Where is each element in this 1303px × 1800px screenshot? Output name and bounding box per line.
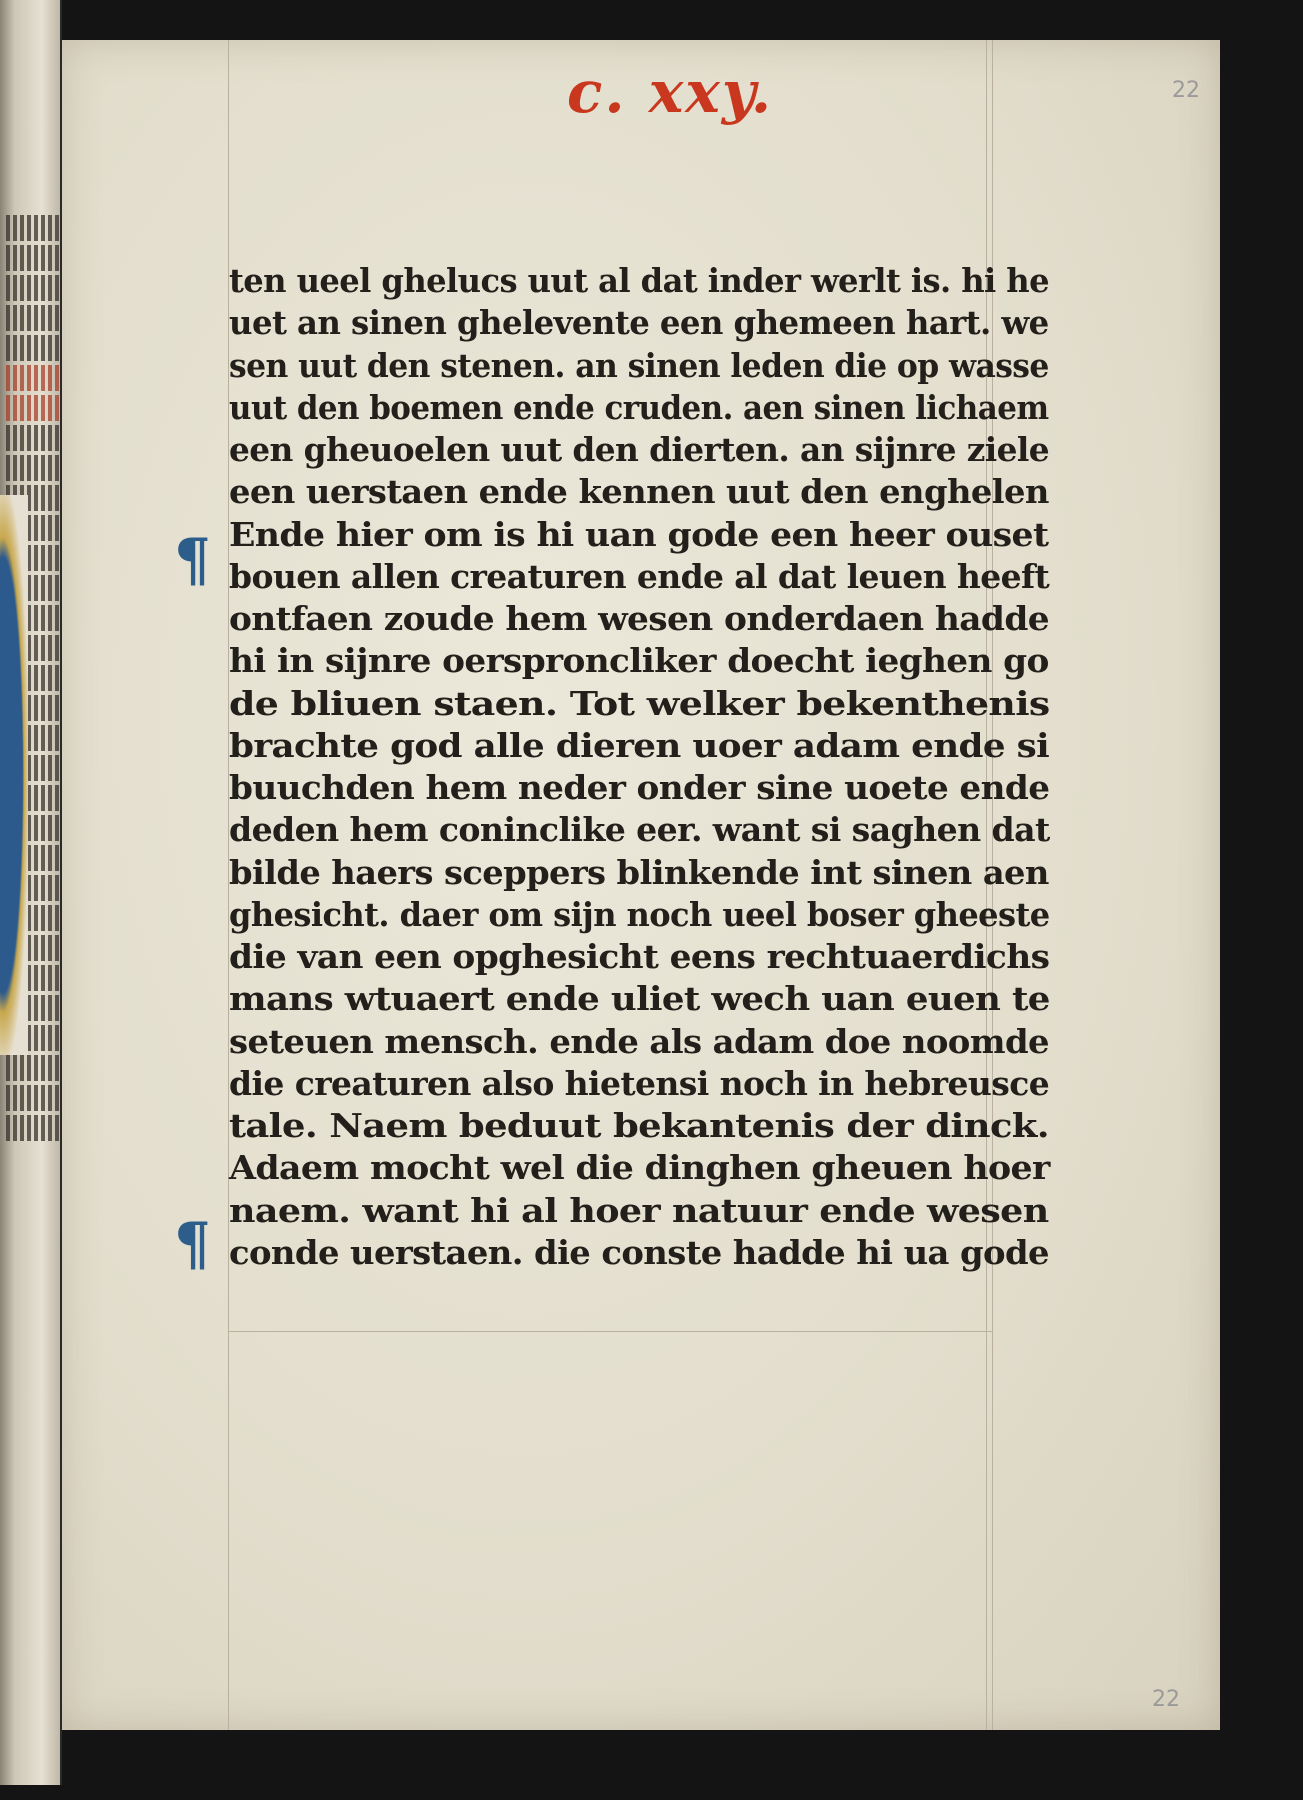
text-line: ghesicht. daer om sijn noch ueel boser gheeste xyxy=(229,894,1050,934)
text-line: die creaturen also hietensi noch in hebreusce xyxy=(229,1063,1050,1103)
text-line: ten ueel ghelucs uut al dat inder werlt is. hi he xyxy=(229,261,1050,300)
text-line: sen uut den stenen. an sinen leden die op wasse xyxy=(229,345,1049,385)
text-line: Ende hier om is hi uan gode een heer ouset xyxy=(229,514,1049,554)
text-line: die van een opghesicht eens rechtuaerdichs xyxy=(229,937,1050,976)
text-line: ontfaen zoude hem wesen onderdaen hadde xyxy=(229,599,1050,638)
text-line: tale. Naem beduut bekantenis der dinck. xyxy=(229,1106,1049,1145)
folio-number-bottom: 22 xyxy=(1152,1687,1180,1712)
text-column xyxy=(229,261,1069,1275)
text-line: uut den boemen ende cruden. aen sinen lichaem xyxy=(229,387,1049,427)
blue-paragraph-mark: ¶ xyxy=(174,526,211,594)
text-line: brachte god alle dieren uoer adam ende si xyxy=(229,725,1050,765)
text-line: deden hem coninclike eer. want si saghen dat xyxy=(229,810,1050,850)
facing-page-edge xyxy=(0,0,62,1785)
text-line: bilde haers sceppers blinkende int sinen aen xyxy=(229,852,1049,892)
text-line: mans wtuaert ende uliet wech uan euen te xyxy=(229,979,1050,1019)
facing-page-illuminated-initial xyxy=(0,495,28,1055)
text-line: buuchden hem neder onder sine uoete ende xyxy=(229,768,1050,807)
running-head: c. xxy. xyxy=(567,58,774,126)
ruling-line xyxy=(228,1331,992,1332)
text-line: een gheuoelen uut den dierten. an sijnre ziele xyxy=(229,430,1050,469)
text-line: naem. want hi al hoer natuur ende wesen xyxy=(229,1190,1049,1230)
text-line: een uerstaen ende kennen uut den enghelen xyxy=(229,472,1049,512)
manuscript-leaf xyxy=(62,40,1220,1730)
folio-number-top: 22 xyxy=(1172,78,1200,103)
text-line: Adaem mocht wel die dinghen gheuen hoer xyxy=(229,1148,1050,1188)
text-line: hi in sijnre oersproncliker doecht ieghen go xyxy=(229,641,1049,681)
text-line: uet an sinen ghelevente een ghemeen hart. we xyxy=(229,303,1049,343)
text-line: de bliuen staen. Tot welker bekenthenis xyxy=(229,683,1050,723)
text-line: conde uerstaen. die conste hadde hi ua gode xyxy=(229,1232,1049,1272)
text-line: seteuen mensch. ende als adam doe noomde xyxy=(229,1021,1049,1061)
text-line: bouen allen creaturen ende al dat leuen heeft xyxy=(229,556,1050,596)
blue-paragraph-mark: ¶ xyxy=(174,1210,211,1278)
